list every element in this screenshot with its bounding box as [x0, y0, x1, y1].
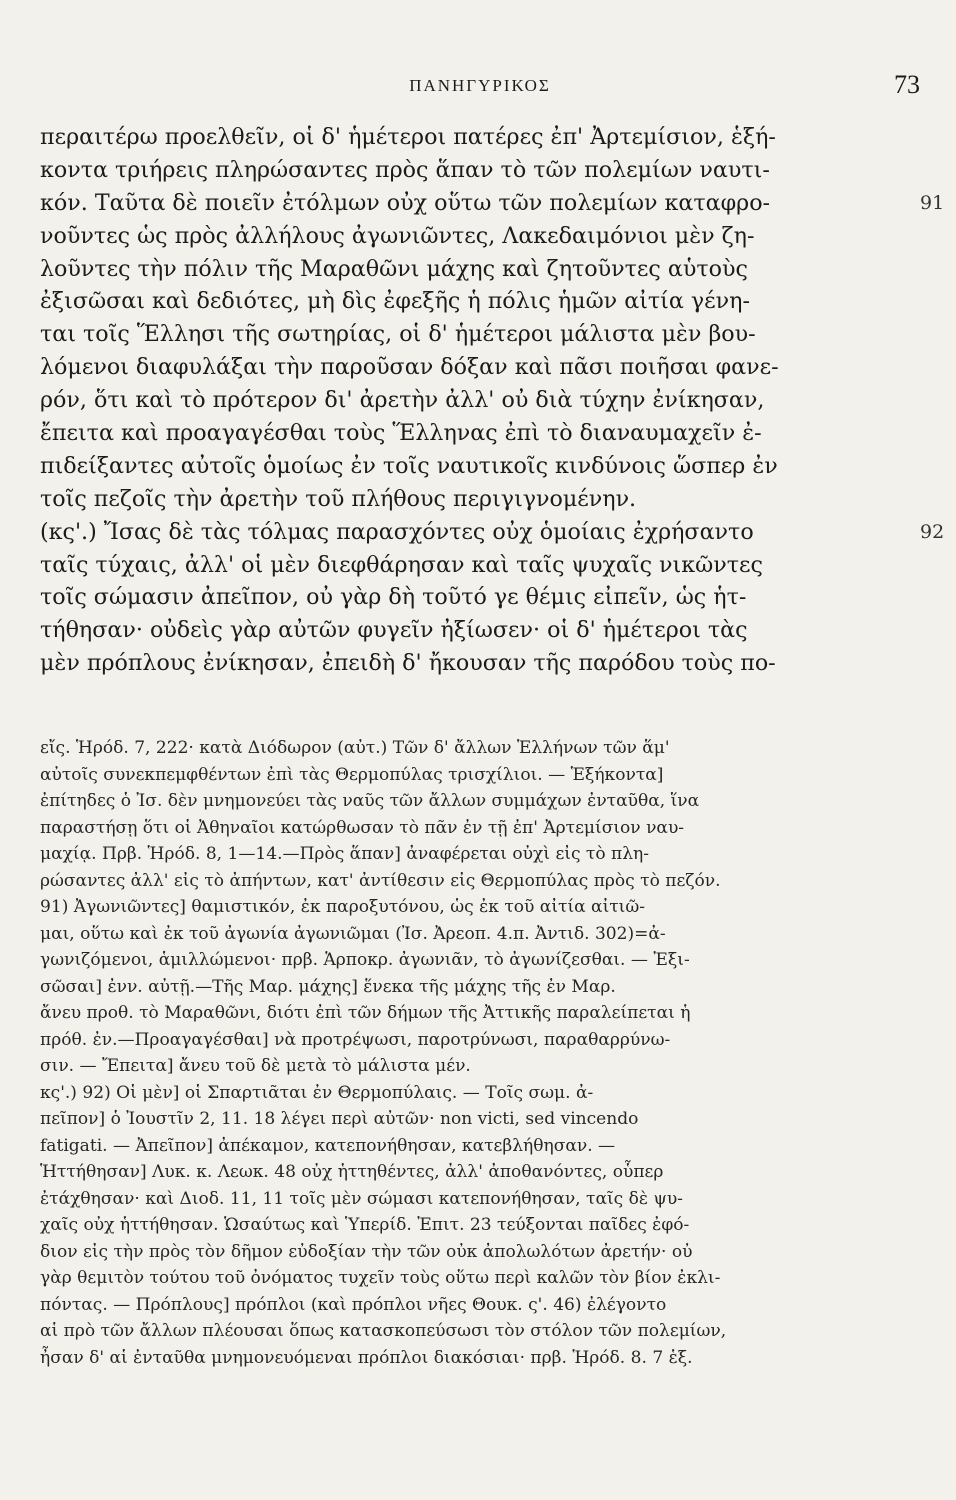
text-line: [40, 154, 920, 187]
footnote-line: πόντας. — Πρόπλους] πρόπλοι (καὶ πρόπλοι νῆες Θουκ. ς'. 46) ἐλέγοντο: [40, 1294, 667, 1315]
footnote-line: σῶσαι] ἐνν. αὐτῇ.—Τῆς Μαρ. μάχης] ἕνεκα τῆς μάχης τῆς ἐν Μαρ.: [40, 976, 616, 997]
footnote-line: μαχίᾳ. Πρβ. Ἡρόδ. 8, 1—14.—Πρὸς ἅπαν] ἀναφέρεται οὐχὶ εἰς τὸ πλη-: [40, 844, 650, 864]
text-line-content: λοῦντες τὴν πόλιν τῆς Μαραθῶνι μάχης καὶ ζητοῦντες αὑτοὺς: [40, 255, 748, 282]
footnote-line: ἦσαν δ' αἱ ἐνταῦθα μνημονευόμεναι πρόπλοι διακόσιαι· πρβ. Ἡρόδ. 8. 7 ἑξ.: [40, 1347, 693, 1368]
text-line-content: ται τοῖς Ἕλλησι τῆς σωτηρίας, οἱ δ' ἡμέτεροι μάλιστα μὲν βου-: [40, 321, 756, 348]
text-line: [40, 351, 920, 384]
text-line: [40, 516, 945, 549]
text-line-content: ἐξισῶσαι καὶ δεδιότες, μὴ δὶς ἐφεξῆς ἡ πόλις ἡμῶν αἰτία γένη-: [40, 288, 750, 315]
text-line-content: περαιτέρω προελθεῖν, οἱ δ' ἡμέτεροι πατέρες ἐπ' Ἀρτεμίσιον, ἑξή-: [40, 124, 776, 150]
text-line-content: κοντα τριήρεις πληρώσαντες πρὸς ἅπαν τὸ τῶν πολεμίων ναυτι-: [40, 156, 770, 183]
section-number: 91: [920, 191, 945, 214]
footnote-line: αὐτοῖς συνεκπεμφθέντων ἐπὶ τὰς Θερμοπύλας τρισχίλιοι. — Ἑξήκοντα]: [40, 764, 664, 785]
text-line: [40, 187, 945, 220]
main-text: [40, 121, 945, 680]
text-line: [40, 581, 920, 614]
footnote-line: γωνιζόμενοι, ἁμιλλώμενοι· πρβ. Ἁρποκρ. ἀγωνιᾶν, τὸ ἀγωνίζεσθαι. — Ἐξι-: [40, 950, 690, 970]
text-line-content: λόμενοι διαφυλάξαι τὴν παροῦσαν δόξαν καὶ πᾶσι ποιῆσαι φανε-: [40, 354, 779, 381]
text-line-content: νοῦντες ὡς πρὸς ἀλλήλους ἀγωνιῶντες, Λακεδαιμόνιοι μὲν ζη-: [40, 222, 755, 249]
footnote-line: πεῖπον] ὁ Ἰουστῖν 2, 11. 18 λέγει περὶ αὐτῶν· non victi, sed vincendo: [40, 1109, 639, 1129]
text-line: [40, 614, 920, 647]
text-line: [40, 450, 920, 483]
footnote-line: 91) Ἀγωνιῶντες] θαμιστικόν, ἐκ παροξυτόνου, ὡς ἐκ τοῦ αἰτία αἰτιῶ-: [40, 897, 646, 917]
text-line-content: ρόν, ὅτι καὶ τὸ πρότερον δι' ἀρετὴν ἀλλ' οὐ διὰ τύχην ἐνίκησαν,: [40, 387, 765, 414]
text-line: [40, 647, 920, 680]
footnote-line: παραστήσῃ ὅτι οἱ Ἀθηναῖοι κατώρθωσαν τὸ πᾶν ἐν τῇ ἐπ' Ἀρτεμίσιον ναυ-: [40, 817, 685, 838]
footnote-line: διον εἰς τὴν πρὸς τὸν δῆμον εὐδοξίαν τὴν τῶν οὐκ ἀπολωλότων ἀρετήν· οὐ: [40, 1241, 693, 1262]
footnote-line: ἐτάχθησαν· καὶ Διοδ. 11, 11 τοῖς μὲν σώμασι κατεπονήθησαν, ταῖς δὲ ψυ-: [40, 1188, 683, 1209]
text-line: [40, 121, 920, 154]
text-line-content: τοῖς πεζοῖς τὴν ἀρετὴν τοῦ πλήθους περιγιγνομένην.: [40, 485, 637, 512]
footnote-line: πρόθ. ἐν.—Προαγαγέσθαι] νὰ προτρέψωσι, παροτρύνωσι, παραθαρρύνω-: [40, 1029, 671, 1050]
text-line-content: μὲν πρόπλους ἐνίκησαν, ἐπειδὴ δ' ἤκουσαν τῆς παρόδου τοὺς πο-: [40, 650, 776, 677]
text-line: [40, 483, 920, 516]
footnote-line: μαι, οὕτω καὶ ἐκ τοῦ ἀγωνία ἀγωνιῶμαι (Ἰσ. Ἀρεοπ. 4.π. Ἀντιδ. 302)=ἀ-: [40, 923, 666, 944]
footnote-line: γὰρ θεμιτὸν τούτου τοῦ ὀνόματος τυχεῖν τοὺς οὕτω περὶ καλῶν τὸν βίον ἐκλι-: [40, 1268, 721, 1288]
text-line: [40, 285, 920, 318]
footnote-line: εἴς. Ἡρόδ. 7, 222· κατὰ Διόδωρον (αὐτ.) Τῶν δ' ἄλλων Ἑλλήνων τῶν ἅμ': [40, 738, 670, 758]
text-line: [40, 384, 920, 417]
text-line: [40, 220, 920, 253]
footnote-line: Ἡττήθησαν] Λυκ. κ. Λεωκ. 48 οὐχ ἡττηθέντες, ἀλλ' ἀποθανόντες, οὗπερ: [40, 1162, 664, 1182]
text-line-content: τοῖς σώμασιν ἀπεῖπον, οὐ γὰρ δὴ τοῦτό γε θέμις εἰπεῖν, ὡς ἡτ-: [40, 584, 747, 611]
footnote-line: χαῖς οὐχ ἡττήθησαν. Ὡσαύτως καὶ Ὑπερίδ. Ἐπιτ. 23 τεύξονται παῖδες ἐφό-: [40, 1215, 690, 1235]
text-line: [40, 549, 920, 582]
footnote-line: αἱ πρὸ τῶν ἄλλων πλέουσαι ὅπως κατασκοπεύσωσι τὸν στόλον τῶν πολεμίων,: [40, 1321, 727, 1341]
footnote-line: ἄνευ προθ. τὸ Μαραθῶνι, διότι ἐπὶ τῶν δήμων τῆς Ἀττικῆς παραλείπεται ἡ: [40, 1003, 691, 1023]
text-line: [40, 318, 920, 351]
text-line-content: (κς'.) Ἴσας δὲ τὰς τόλμας παρασχόντες οὐχ ὁμοίαις ἐχρήσαντο: [40, 518, 754, 545]
text-line-content: πιδείξαντες αὐτοῖς ὁμοίως ἐν τοῖς ναυτικοῖς κινδύνοις ὥσπερ ἐν: [40, 452, 778, 479]
text-line: [40, 253, 920, 286]
text-line-content: ταῖς τύχαις, ἀλλ' οἱ μὲν διεφθάρησαν καὶ ταῖς ψυχαῖς νικῶντες: [40, 551, 763, 578]
footnote-line: κς'.) 92) Οἱ μὲν] οἱ Σπαρτιᾶται ἐν Θερμοπύλαις. — Τοῖς σωμ. ἀ-: [40, 1082, 594, 1103]
section-number: 92: [920, 520, 945, 543]
page-header: [40, 70, 920, 110]
text-line-content: τήθησαν· οὐδεὶς γὰρ αὐτῶν φυγεῖν ἠξίωσεν· οἱ δ' ἡμέτεροι τὰς: [40, 617, 748, 644]
running-head: ΠΑΝΗΓΥΡΙΚΟΣ: [409, 76, 551, 95]
footnote-line: fatigati. — Ἀπεῖπον] ἀπέκαμον, κατεπονήθησαν, κατεβλήθησαν. —: [40, 1135, 616, 1156]
footnote-line: ρώσαντες ἀλλ' εἰς τὸ ἀπήντων, κατ' ἀντίθεσιν εἰς Θερμοπύλας πρὸς τὸ πεζόν.: [40, 870, 721, 891]
page-number: 73: [894, 70, 920, 99]
footnote-line: σιν. — Ἔπειτα] ἄνευ τοῦ δὲ μετὰ τὸ μάλιστα μέν.: [40, 1056, 471, 1076]
text-line-content: ἔπειτα καὶ προαγαγέσθαι τοὺς Ἕλληνας ἐπὶ τὸ διαναυμαχεῖν ἐ-: [40, 420, 762, 447]
footnote-line: ἐπίτηδες ὁ Ἰσ. δὲν μνημονεύει τὰς ναῦς τῶν ἄλλων συμμάχων ἐνταῦθα, ἵνα: [40, 791, 700, 811]
text-line: [40, 417, 920, 450]
footnotes: [40, 735, 920, 1371]
text-line-content: κόν. Ταῦτα δὲ ποιεῖν ἐτόλμων οὐχ οὕτω τῶν πολεμίων καταφρο-: [40, 189, 771, 216]
